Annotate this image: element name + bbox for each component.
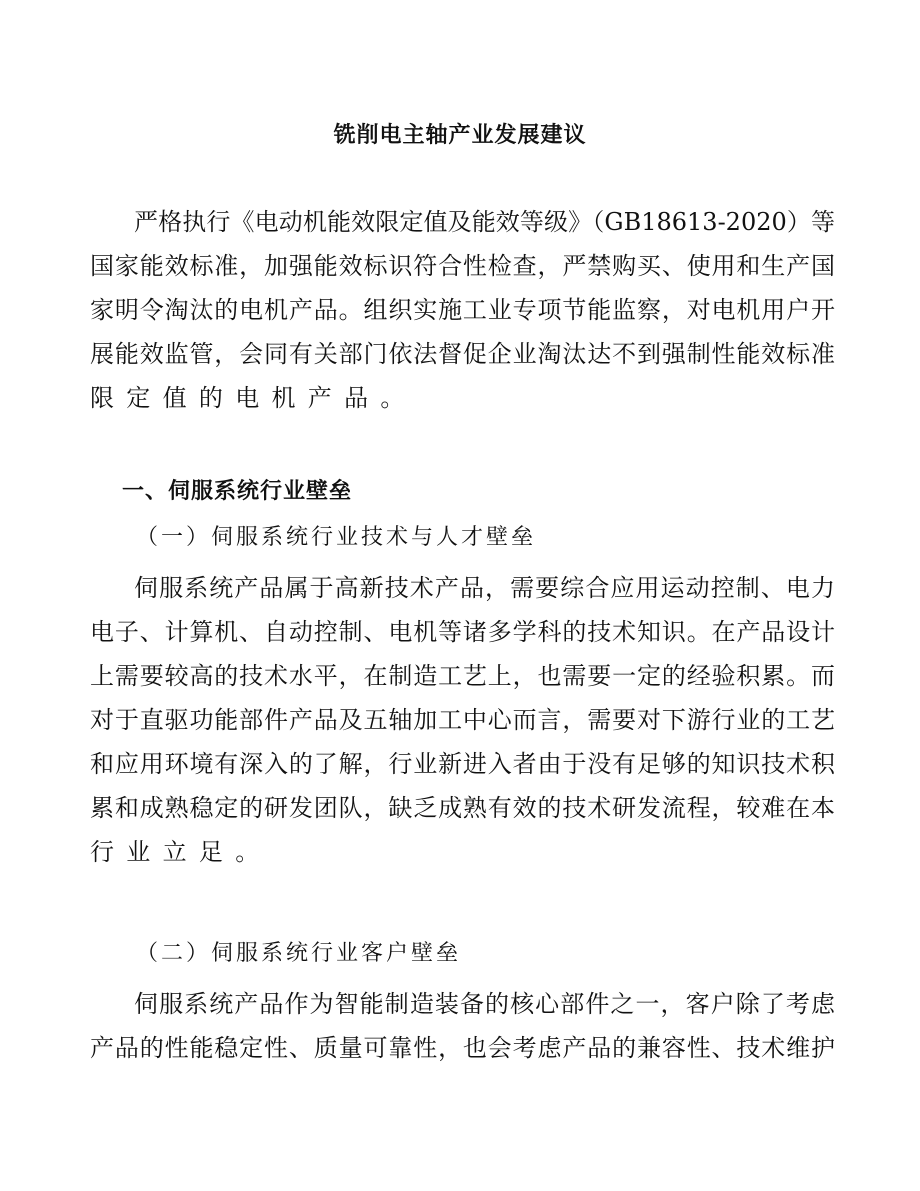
paragraph-line: 限定值的电机产品。 — [90, 384, 417, 412]
paragraph-line: 和应用环境有深入的了解，行业新进入者由于没有足够的知识技术积 — [90, 750, 835, 778]
subsection-heading: （二）伺服系统行业客户壁垒 — [136, 941, 462, 966]
paragraph-line: 上需要较高的技术水平，在制造工艺上，也需要一定的经验积累。而 — [90, 662, 835, 690]
section-heading: 一、伺服系统行业壁垒 — [122, 479, 353, 504]
paragraph-line: 电子、计算机、自动控制、电机等诸多学科的技术知识。在产品设计 — [90, 618, 835, 646]
paragraph-line: 累和成熟稳定的研发团队，缺乏成熟有效的技术研发流程，较难在本 — [90, 794, 835, 822]
paragraph-line: 展能效监管，会同有关部门依法督促企业淘汰达不到强制性能效标准 — [90, 340, 835, 368]
paragraph-line: 产品的性能稳定性、质量可靠性，也会考虑产品的兼容性、技术维护 — [90, 1034, 835, 1062]
paragraph-line: 对于直驱功能部件产品及五轴加工中心而言，需要对下游行业的工艺 — [90, 706, 835, 734]
paragraph-line: 行业立足。 — [90, 838, 272, 866]
paragraph-line: 伺服系统产品作为智能制造装备的核心部件之一，客户除了考虑 — [134, 990, 835, 1018]
paragraph-line: 伺服系统产品属于高新技术产品，需要综合应用运动控制、电力 — [134, 574, 835, 602]
paragraph-line: 家明令淘汰的电机产品。组织实施工业专项节能监察，对电机用户开 — [90, 296, 835, 324]
paragraph-line: 严格执行《电动机能效限定值及能效等级》（GB18613-2020）等 — [134, 208, 835, 236]
paragraph-line: 国家能效标准，加强能效标识符合性检查，严禁购买、使用和生产国 — [90, 252, 835, 280]
document-title: 铣削电主轴产业发展建议 — [333, 123, 587, 148]
subsection-heading: （一）伺服系统行业技术与人才壁垒 — [136, 525, 537, 550]
